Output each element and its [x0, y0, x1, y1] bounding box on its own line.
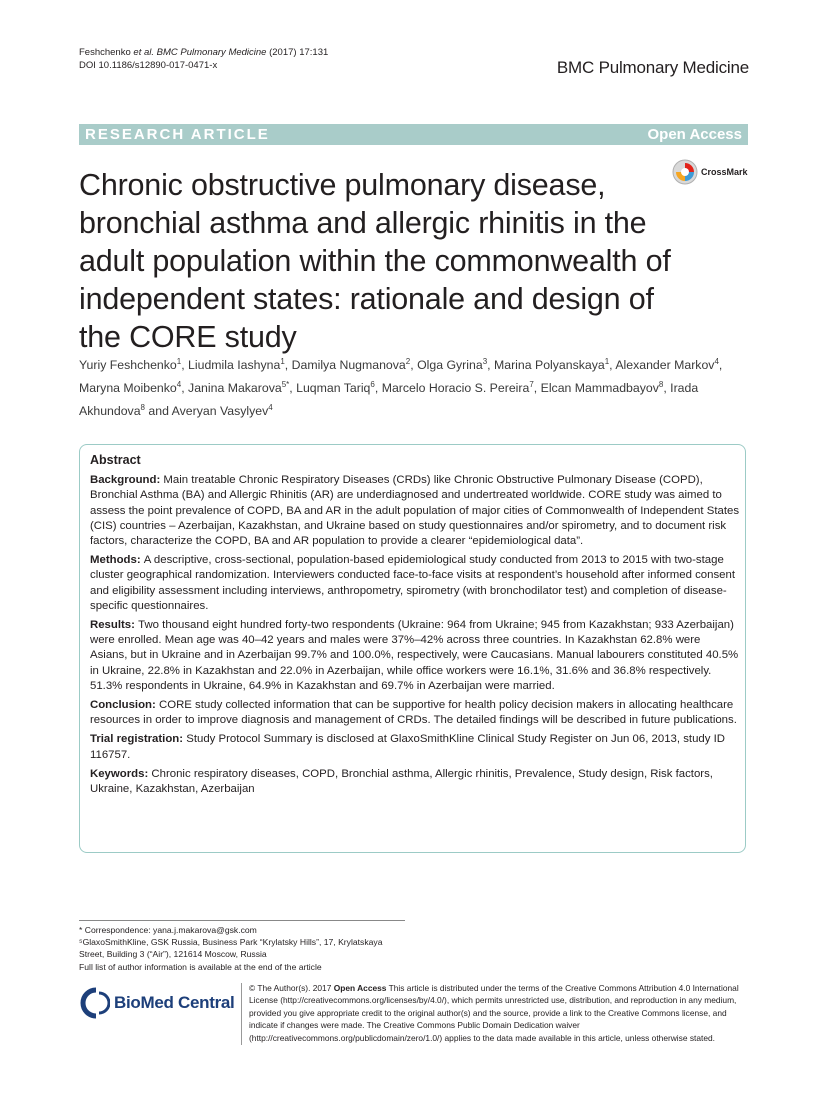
author-affiliation[interactable]: 4: [268, 403, 273, 413]
correspondence-email[interactable]: * Correspondence: yana.j.makarova@gsk.com: [79, 925, 257, 935]
author-info-note: Full list of author information is available at the end of the article: [79, 961, 322, 972]
article-title: Chronic obstructive pulmonary disease, bronchial asthma and allergic rhinitis in the adult population within the commonwealth of independent states: rationale and design of the CORE study: [79, 168, 671, 354]
abstract-section-label: Trial registration:: [90, 733, 187, 746]
abstract-heading: Abstract: [90, 453, 141, 467]
author-affiliation[interactable]: 1: [176, 357, 182, 366]
biomed-central-icon: [80, 987, 110, 1019]
license-body: This article is distributed under the terms of the Creative Commons Attribution 4.0 International License (http://creativecommons.org/licenses/by/4.0/), which permits unrestricted use, distribution, and reproduction in any medium, provided you give appropriate credit to the original author(s) and the source, provide a link to the Creative Commons license, and indicate if changes were made. The Creative Commons Public Domain Dedication waiver (http://creativecommons.org/publicdomain/zero/1.0/) applies to the data made available in this article, unless otherwise stated.: [249, 983, 739, 1043]
citation-block: [79, 46, 328, 72]
license-copyright: © The Author(s). 2017: [249, 983, 334, 993]
author-name[interactable]: Olga Gyrina: [417, 358, 483, 373]
author-name[interactable]: Averyan Vasylyev: [171, 404, 269, 419]
abstract-section: [90, 553, 740, 614]
abstract-section: [90, 767, 740, 797]
abstract-section: [90, 473, 740, 549]
article-banner: [79, 124, 748, 145]
author-affiliation[interactable]: 2: [405, 357, 411, 366]
abstract-section-text: Main treatable Chronic Respiratory Diseases (CRDs) like Chronic Obstructive Pulmonary Disease (COPD), Bronchial Asthma (BA) and Allergic Rhinitis (AR) are underdiagnosed and undertreated worldwide. CORE study was aimed to assess the point prevalence of COPD, BA and AR in the adult population of major cities of Commonwealth of Independent States (CIS) countries – Azerbaijan, Kazakhstan, and Ukraine based on study questionnaires and/or spirometry, and to document risk factors, characterize the COPD, BA and AR population to provide a clearer “epidemiological data”.: [90, 474, 740, 548]
citation-line: [79, 46, 328, 59]
author-name[interactable]: Marina Polyanskaya: [493, 358, 605, 373]
abstract-section-label: Background:: [90, 474, 164, 487]
affiliation-line: ⁵GlaxoSmithKline, GSK Russia, Business Park “Krylatsky Hills”, 17, Krylatskaya: [79, 937, 383, 948]
author-name[interactable]: Luqman Tariq: [296, 381, 371, 396]
author-list: Yuriy Feshchenko$^1$, Liudmila Iashyna$^1$, Damilya Nugmanova$^2$, Olga Gyrina$^3$, Marina Polyanskaya$^1$, Alexander Markov$^4$, Maryna Moibenko$^4$, Janina Makarova$^{5*}$, Luqman Tariq$^6$, Marcelo Horacio S. Pereira$^7$, Elcan Mammadbayov$^8$, Irada Akhundova$^8$ and Averyan Vasylyev$^4$: [79, 357, 723, 419]
author-name[interactable]: Elcan Mammadbayov: [540, 381, 659, 396]
author-affiliation[interactable]: 1: [604, 357, 610, 366]
abstract-section-text: A descriptive, cross-sectional, population-based epidemiological study conducted from 2013 to 2015 with two-stage cluster geographical randomization. Interviewers conducted face-to-face visits at respondent’s household after informed consent and eligibility assessment including interviews, anthropometry, spirometry (with bronchodilator test) and completion of disease-specific questionnaires.: [90, 554, 735, 612]
abstract-section-label: Methods:: [90, 554, 144, 567]
author-name[interactable]: Alexander Markov: [615, 358, 715, 373]
abstract-section: [90, 698, 740, 728]
author-name[interactable]: Maryna Moibenko: [79, 381, 177, 396]
abstract-section-text: CORE study collected information that can be supportive for health policy decision makers in allocating healthcare resources in order to improve diagnosis and management of CRDs. The detailed findings will be described in future publications.: [90, 699, 737, 727]
abstract-section-label: Conclusion:: [90, 699, 159, 712]
author-affiliation[interactable]: 7: [529, 380, 534, 390]
citation-volume: (2017) 17:131: [266, 47, 329, 58]
author-name[interactable]: Damilya Nugmanova: [291, 358, 406, 373]
author-name[interactable]: Liudmila Iashyna: [188, 358, 281, 373]
abstract-section-text: Chronic respiratory diseases, COPD, Bronchial asthma, Allergic rhinitis, Prevalence, Study design, Risk factors, Ukraine, Kazakhstan, Azerbaijan: [90, 767, 713, 796]
correspondence-block: [79, 924, 409, 973]
footnote-divider: [79, 920, 405, 921]
citation-journal: et al. BMC Pulmonary Medicine: [133, 47, 267, 58]
author-name[interactable]: Marcelo Horacio S. Pereira: [381, 381, 530, 396]
abstract-section-label: Results:: [90, 619, 139, 632]
abstract-section-text: Two thousand eight hundred forty-two respondents (Ukraine: 964 from Ukraine; 945 from Kazakhstan; 933 Azerbaijan) were enrolled. Mean age was 40–42 years and males were 37%–42% across three countries. In Kazakhstan 62.8% were Asians, but in Ukraine and in Azerbaijan 99.7% and 100.0%, respectively, were Caucasians. Manual labourers constituted 40.5% in Ukraine, 22.8% in Kazakhstan and 22.0% in Azerbaijan, while office workers were 16.1%, 31.6% and 36.8% respectively. 51.3% respondents in Ukraine, 64.9% in Kazakhstan and 69.7% in Azerbaijan were married.: [90, 619, 739, 692]
license-open-access: Open Access: [333, 983, 387, 993]
abstract-section-label: Keywords:: [90, 767, 152, 780]
citation-authors: Feshchenko: [79, 47, 134, 58]
author-affiliation[interactable]: 8: [140, 403, 145, 413]
abstract-box: [79, 444, 746, 853]
doi[interactable]: DOI 10.1186/s12890-017-0471-x: [79, 60, 218, 71]
crossmark-badge[interactable]: [672, 157, 748, 187]
authors-and: and: [145, 404, 172, 419]
abstract-section: [90, 732, 740, 762]
author-affiliation[interactable]: 5*: [281, 380, 290, 390]
author-affiliation[interactable]: 4: [176, 380, 182, 390]
open-access-label: Open Access: [647, 126, 742, 143]
license-text: [249, 982, 749, 1044]
author-affiliation[interactable]: 1: [280, 357, 285, 366]
journal-name: BMC Pulmonary Medicine: [556, 58, 749, 77]
author-affiliation[interactable]: 8: [658, 380, 664, 390]
publisher-name: BioMed Central: [114, 993, 235, 1012]
abstract-section: [90, 618, 740, 694]
affiliation-line: Street, Building 3 (“Air”), 121614 Moscow, Russia: [79, 949, 267, 960]
author-name[interactable]: Janina Makarova: [188, 381, 282, 396]
abstract-section-text: Study Protocol Summary is disclosed at GlaxoSmithKline Clinical Study Register on Jun 06, 2013, study ID 116757.: [90, 733, 725, 761]
author-name[interactable]: Irada Akhundova: [79, 381, 699, 419]
author-affiliation[interactable]: 4: [714, 357, 719, 366]
footer-divider: [241, 983, 242, 1045]
author-name[interactable]: Yuriy Feshchenko: [79, 358, 177, 373]
crossmark-label: CrossMark: [701, 167, 748, 177]
biomed-central-logo[interactable]: [80, 986, 235, 1020]
author-affiliation[interactable]: 3: [482, 357, 488, 366]
abstract-sections: [90, 473, 740, 797]
article-type: RESEARCH ARTICLE: [85, 126, 270, 143]
author-affiliation[interactable]: 6: [370, 380, 375, 390]
